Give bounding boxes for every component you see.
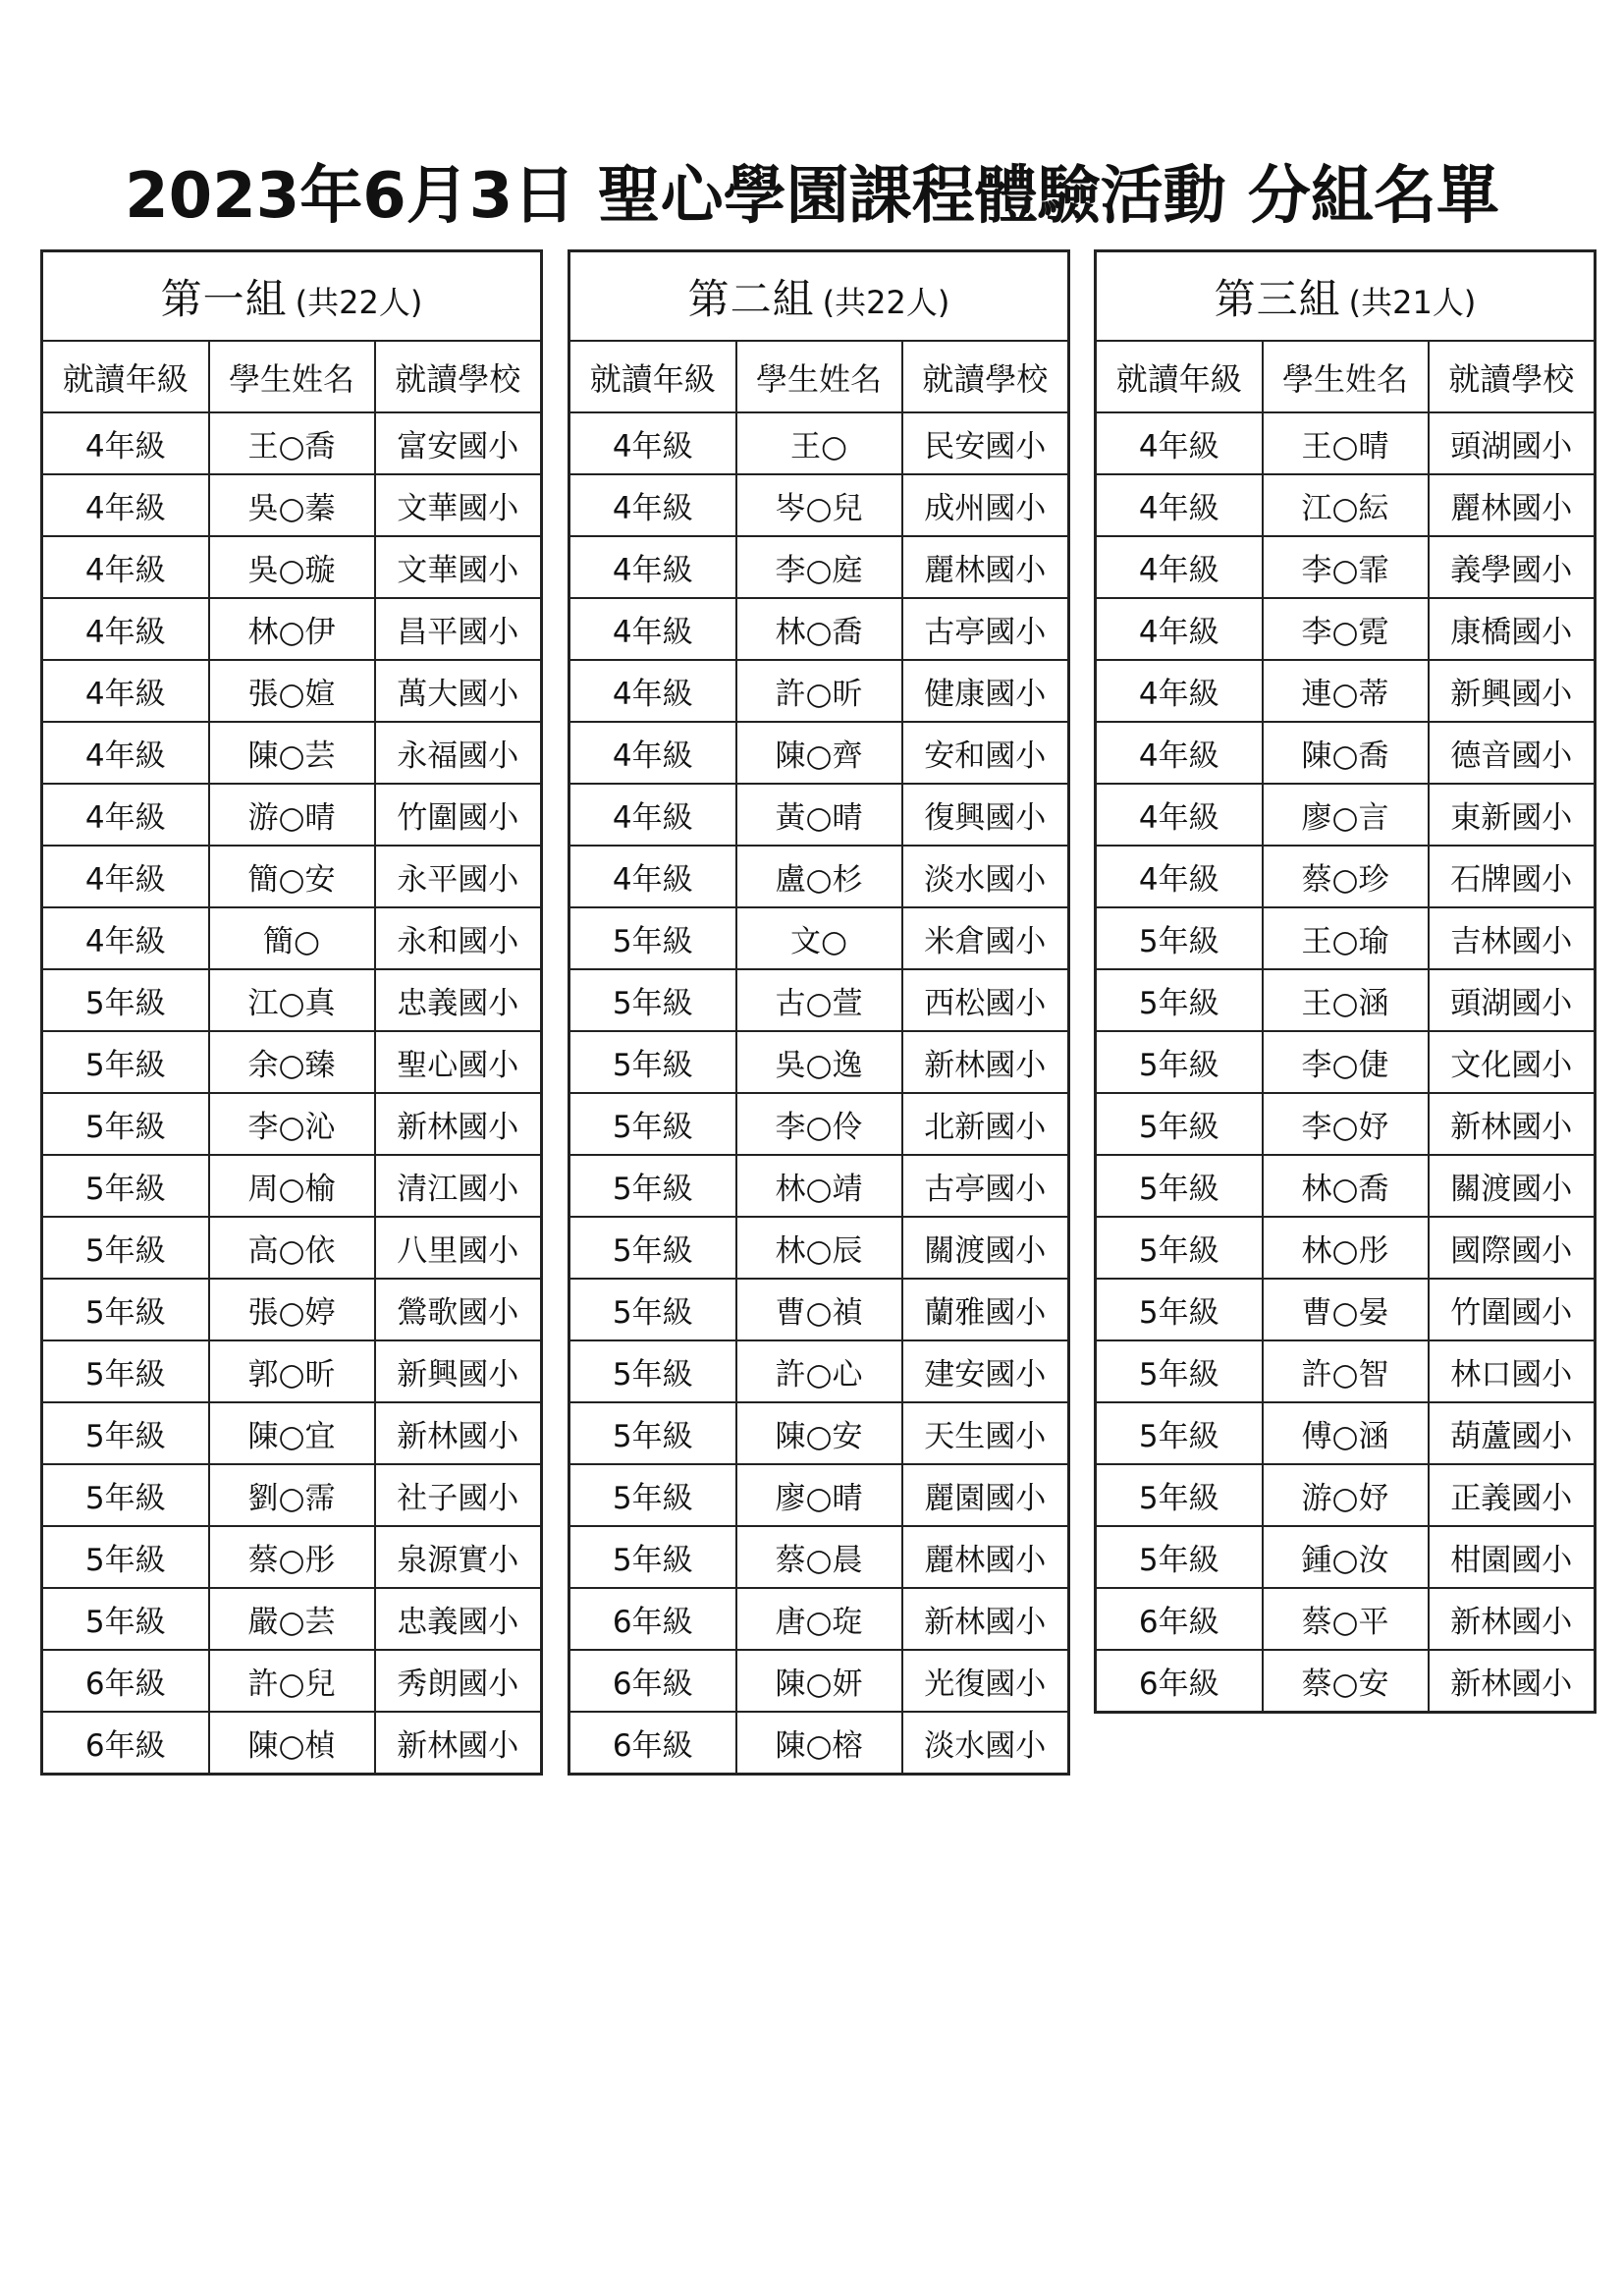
- table-row: [42, 536, 542, 598]
- cell-school: 天生國小: [902, 1402, 1069, 1464]
- table-row: [1096, 1279, 1596, 1340]
- group-name: 第二組: [687, 274, 815, 323]
- cell-grade: 4年級: [42, 784, 209, 846]
- table-row: [42, 1279, 542, 1340]
- table-row: [569, 907, 1069, 969]
- cell-school: 文華國小: [375, 474, 542, 536]
- cell-grade: 5年級: [42, 1464, 209, 1526]
- cell-school: 泉源實小: [375, 1526, 542, 1588]
- table-row: [42, 784, 542, 846]
- cell-student-name: 李○沁: [209, 1093, 375, 1155]
- cell-school: 關渡國小: [902, 1217, 1069, 1279]
- table-row: [42, 1588, 542, 1650]
- cell-school: 麗園國小: [902, 1464, 1069, 1526]
- cell-school: 新林國小: [1429, 1650, 1596, 1713]
- table-row: [1096, 1588, 1596, 1650]
- cell-student-name: 廖○言: [1263, 784, 1429, 846]
- table-row: [569, 1650, 1069, 1712]
- cell-school: 新林國小: [1429, 1588, 1596, 1650]
- cell-school: 林口國小: [1429, 1340, 1596, 1402]
- cell-school: 正義國小: [1429, 1464, 1596, 1526]
- cell-student-name: 陳○楨: [209, 1712, 375, 1775]
- cell-grade: 4年級: [42, 536, 209, 598]
- table-row: [42, 969, 542, 1031]
- cell-grade: 5年級: [1096, 1279, 1263, 1340]
- column-header-name: 學生姓名: [1263, 341, 1429, 412]
- cell-school: 柑園國小: [1429, 1526, 1596, 1588]
- cell-grade: 4年級: [569, 412, 736, 474]
- cell-grade: 5年級: [1096, 969, 1263, 1031]
- cell-student-name: 簡○安: [209, 846, 375, 907]
- cell-grade: 4年級: [1096, 536, 1263, 598]
- cell-school: 竹圍國小: [1429, 1279, 1596, 1340]
- cell-school: 北新國小: [902, 1093, 1069, 1155]
- table-row: [42, 474, 542, 536]
- table-row: [42, 907, 542, 969]
- cell-school: 文化國小: [1429, 1031, 1596, 1093]
- cell-student-name: 廖○晴: [736, 1464, 902, 1526]
- cell-school: 永和國小: [375, 907, 542, 969]
- table-row: [1096, 846, 1596, 907]
- cell-school: 民安國小: [902, 412, 1069, 474]
- group-table-1: [40, 249, 543, 1776]
- cell-school: 文華國小: [375, 536, 542, 598]
- cell-student-name: 黃○晴: [736, 784, 902, 846]
- cell-school: 淡水國小: [902, 846, 1069, 907]
- cell-school: 麗林國小: [902, 536, 1069, 598]
- group-count: (共22人): [295, 283, 423, 321]
- cell-student-name: 嚴○芸: [209, 1588, 375, 1650]
- cell-grade: 5年級: [42, 1340, 209, 1402]
- cell-school: 葫蘆國小: [1429, 1402, 1596, 1464]
- cell-grade: 4年級: [1096, 598, 1263, 660]
- table-row: [42, 1402, 542, 1464]
- cell-grade: 5年級: [42, 1526, 209, 1588]
- cell-student-name: 高○依: [209, 1217, 375, 1279]
- cell-student-name: 陳○喬: [1263, 722, 1429, 784]
- table-row: [1096, 536, 1596, 598]
- cell-grade: 5年級: [569, 1340, 736, 1402]
- cell-school: 東新國小: [1429, 784, 1596, 846]
- table-row: [1096, 1464, 1596, 1526]
- cell-student-name: 吳○璇: [209, 536, 375, 598]
- group-header: [1096, 251, 1596, 342]
- cell-student-name: 鍾○汝: [1263, 1526, 1429, 1588]
- table-row: [1096, 1031, 1596, 1093]
- cell-school: 永福國小: [375, 722, 542, 784]
- cell-student-name: 周○榆: [209, 1155, 375, 1217]
- table-row: [569, 598, 1069, 660]
- cell-school: 新林國小: [902, 1588, 1069, 1650]
- table-row: [1096, 660, 1596, 722]
- cell-school: 古亭國小: [902, 1155, 1069, 1217]
- cell-student-name: 古○萱: [736, 969, 902, 1031]
- cell-school: 秀朗國小: [375, 1650, 542, 1712]
- cell-school: 國際國小: [1429, 1217, 1596, 1279]
- cell-grade: 5年級: [1096, 1217, 1263, 1279]
- cell-grade: 5年級: [569, 1031, 736, 1093]
- cell-student-name: 傅○涵: [1263, 1402, 1429, 1464]
- cell-school: 清江國小: [375, 1155, 542, 1217]
- table-row: [569, 536, 1069, 598]
- table-row: [1096, 784, 1596, 846]
- cell-student-name: 吳○逸: [736, 1031, 902, 1093]
- cell-grade: 5年級: [569, 1093, 736, 1155]
- cell-student-name: 王○: [736, 412, 902, 474]
- cell-grade: 4年級: [42, 722, 209, 784]
- cell-school: 永平國小: [375, 846, 542, 907]
- table-row: [1096, 907, 1596, 969]
- cell-school: 德音國小: [1429, 722, 1596, 784]
- cell-grade: 5年級: [1096, 1402, 1263, 1464]
- cell-grade: 4年級: [1096, 722, 1263, 784]
- cell-student-name: 蔡○平: [1263, 1588, 1429, 1650]
- cell-student-name: 林○辰: [736, 1217, 902, 1279]
- cell-student-name: 王○晴: [1263, 412, 1429, 474]
- cell-grade: 5年級: [42, 1588, 209, 1650]
- cell-school: 昌平國小: [375, 598, 542, 660]
- cell-grade: 4年級: [42, 846, 209, 907]
- column-header-school: 就讀學校: [902, 341, 1069, 412]
- cell-student-name: 張○婷: [209, 1279, 375, 1340]
- group-table-2: [568, 249, 1070, 1776]
- table-row: [1096, 969, 1596, 1031]
- cell-student-name: 李○倢: [1263, 1031, 1429, 1093]
- cell-student-name: 許○昕: [736, 660, 902, 722]
- cell-grade: 6年級: [569, 1588, 736, 1650]
- cell-school: 西松國小: [902, 969, 1069, 1031]
- table-row: [569, 784, 1069, 846]
- cell-student-name: 林○彤: [1263, 1217, 1429, 1279]
- cell-school: 蘭雅國小: [902, 1279, 1069, 1340]
- cell-student-name: 許○心: [736, 1340, 902, 1402]
- cell-grade: 4年級: [42, 598, 209, 660]
- cell-grade: 5年級: [42, 1155, 209, 1217]
- cell-student-name: 江○紜: [1263, 474, 1429, 536]
- cell-grade: 4年級: [569, 722, 736, 784]
- table-row: [569, 1155, 1069, 1217]
- cell-grade: 5年級: [1096, 1093, 1263, 1155]
- cell-school: 新林國小: [375, 1402, 542, 1464]
- cell-school: 萬大國小: [375, 660, 542, 722]
- cell-school: 米倉國小: [902, 907, 1069, 969]
- cell-student-name: 蔡○珍: [1263, 846, 1429, 907]
- column-header-school: 就讀學校: [1429, 341, 1596, 412]
- table-row: [569, 1464, 1069, 1526]
- cell-grade: 4年級: [569, 660, 736, 722]
- table-row: [1096, 722, 1596, 784]
- cell-student-name: 陳○芸: [209, 722, 375, 784]
- cell-grade: 5年級: [569, 1402, 736, 1464]
- cell-school: 石牌國小: [1429, 846, 1596, 907]
- cell-student-name: 陳○安: [736, 1402, 902, 1464]
- group-header: [569, 251, 1069, 342]
- group-name: 第一組: [160, 274, 288, 323]
- table-row: [42, 1464, 542, 1526]
- cell-school: 吉林國小: [1429, 907, 1596, 969]
- group-table-3: [1094, 249, 1597, 1714]
- cell-student-name: 林○喬: [1263, 1155, 1429, 1217]
- column-header-school: 就讀學校: [375, 341, 542, 412]
- cell-school: 新林國小: [1429, 1093, 1596, 1155]
- cell-school: 關渡國小: [1429, 1155, 1596, 1217]
- cell-grade: 4年級: [42, 660, 209, 722]
- cell-student-name: 林○喬: [736, 598, 902, 660]
- cell-grade: 4年級: [569, 784, 736, 846]
- group-count: (共21人): [1348, 283, 1477, 321]
- cell-grade: 4年級: [42, 412, 209, 474]
- table-row: [569, 1217, 1069, 1279]
- cell-student-name: 蔡○安: [1263, 1650, 1429, 1713]
- cell-grade: 5年級: [569, 907, 736, 969]
- cell-student-name: 許○兒: [209, 1650, 375, 1712]
- cell-grade: 5年級: [1096, 1340, 1263, 1402]
- cell-student-name: 王○瑜: [1263, 907, 1429, 969]
- cell-student-name: 張○媗: [209, 660, 375, 722]
- cell-school: 頭湖國小: [1429, 969, 1596, 1031]
- cell-student-name: 曹○晏: [1263, 1279, 1429, 1340]
- cell-grade: 5年級: [569, 969, 736, 1031]
- cell-school: 安和國小: [902, 722, 1069, 784]
- table-row: [42, 1712, 542, 1775]
- cell-student-name: 蔡○彤: [209, 1526, 375, 1588]
- cell-grade: 4年級: [42, 907, 209, 969]
- table-row: [1096, 412, 1596, 474]
- table-row: [42, 1526, 542, 1588]
- table-row: [42, 1650, 542, 1712]
- column-header-name: 學生姓名: [209, 341, 375, 412]
- cell-grade: 5年級: [569, 1526, 736, 1588]
- column-header-grade: 就讀年級: [1096, 341, 1263, 412]
- column-header-grade: 就讀年級: [42, 341, 209, 412]
- cell-school: 頭湖國小: [1429, 412, 1596, 474]
- cell-school: 成州國小: [902, 474, 1069, 536]
- cell-school: 富安國小: [375, 412, 542, 474]
- page-title: 2023年6月3日 聖心學園課程體驗活動 分組名單: [125, 160, 1499, 233]
- cell-student-name: 游○妤: [1263, 1464, 1429, 1526]
- table-row: [569, 1279, 1069, 1340]
- cell-grade: 6年級: [1096, 1650, 1263, 1713]
- table-row: [1096, 1155, 1596, 1217]
- table-row: [569, 1402, 1069, 1464]
- table-row: [42, 846, 542, 907]
- table-row: [569, 474, 1069, 536]
- cell-school: 竹圍國小: [375, 784, 542, 846]
- table-row: [569, 660, 1069, 722]
- table-row: [42, 722, 542, 784]
- cell-grade: 5年級: [42, 1217, 209, 1279]
- table-row: [42, 1093, 542, 1155]
- cell-grade: 5年級: [42, 1402, 209, 1464]
- cell-grade: 5年級: [42, 1031, 209, 1093]
- group-header: [42, 251, 542, 342]
- cell-school: 新興國小: [375, 1340, 542, 1402]
- table-row: [42, 1217, 542, 1279]
- cell-school: 健康國小: [902, 660, 1069, 722]
- cell-grade: 4年級: [569, 474, 736, 536]
- cell-school: 麗林國小: [902, 1526, 1069, 1588]
- cell-grade: 5年級: [1096, 1526, 1263, 1588]
- table-row: [42, 660, 542, 722]
- cell-student-name: 王○涵: [1263, 969, 1429, 1031]
- cell-grade: 6年級: [1096, 1588, 1263, 1650]
- cell-student-name: 李○霓: [1263, 598, 1429, 660]
- cell-grade: 4年級: [1096, 660, 1263, 722]
- table-row: [569, 1340, 1069, 1402]
- table-row: [1096, 1402, 1596, 1464]
- cell-grade: 6年級: [42, 1712, 209, 1775]
- cell-student-name: 陳○齊: [736, 722, 902, 784]
- table-row: [1096, 598, 1596, 660]
- cell-grade: 4年級: [1096, 412, 1263, 474]
- cell-school: 忠義國小: [375, 969, 542, 1031]
- table-row: [569, 1712, 1069, 1775]
- cell-school: 建安國小: [902, 1340, 1069, 1402]
- cell-student-name: 王○喬: [209, 412, 375, 474]
- cell-student-name: 簡○: [209, 907, 375, 969]
- group-name: 第三組: [1214, 274, 1341, 323]
- cell-student-name: 岑○兒: [736, 474, 902, 536]
- table-row: [42, 1155, 542, 1217]
- cell-grade: 5年級: [1096, 907, 1263, 969]
- table-row: [569, 1526, 1069, 1588]
- cell-school: 淡水國小: [902, 1712, 1069, 1775]
- cell-student-name: 陳○榕: [736, 1712, 902, 1775]
- cell-student-name: 李○庭: [736, 536, 902, 598]
- cell-student-name: 林○伊: [209, 598, 375, 660]
- cell-student-name: 陳○妍: [736, 1650, 902, 1712]
- cell-grade: 4年級: [569, 598, 736, 660]
- cell-school: 社子國小: [375, 1464, 542, 1526]
- cell-school: 古亭國小: [902, 598, 1069, 660]
- cell-student-name: 連○蒂: [1263, 660, 1429, 722]
- cell-grade: 5年級: [569, 1155, 736, 1217]
- cell-school: 義學國小: [1429, 536, 1596, 598]
- cell-school: 新林國小: [375, 1093, 542, 1155]
- cell-student-name: 吳○蓁: [209, 474, 375, 536]
- cell-school: 麗林國小: [1429, 474, 1596, 536]
- cell-student-name: 文○: [736, 907, 902, 969]
- table-row: [42, 1031, 542, 1093]
- cell-student-name: 李○妤: [1263, 1093, 1429, 1155]
- cell-grade: 5年級: [42, 969, 209, 1031]
- table-row: [569, 1031, 1069, 1093]
- table-row: [1096, 1340, 1596, 1402]
- cell-school: 聖心國小: [375, 1031, 542, 1093]
- column-header-name: 學生姓名: [736, 341, 902, 412]
- table-row: [1096, 1650, 1596, 1713]
- cell-grade: 6年級: [42, 1650, 209, 1712]
- group-count: (共22人): [822, 283, 950, 321]
- cell-student-name: 許○智: [1263, 1340, 1429, 1402]
- table-row: [1096, 474, 1596, 536]
- table-row: [569, 722, 1069, 784]
- table-row: [42, 412, 542, 474]
- table-row: [42, 598, 542, 660]
- cell-grade: 5年級: [1096, 1031, 1263, 1093]
- cell-grade: 5年級: [1096, 1155, 1263, 1217]
- table-row: [569, 846, 1069, 907]
- cell-grade: 5年級: [1096, 1464, 1263, 1526]
- column-header-grade: 就讀年級: [569, 341, 736, 412]
- cell-grade: 5年級: [569, 1217, 736, 1279]
- cell-grade: 4年級: [1096, 784, 1263, 846]
- cell-student-name: 盧○杉: [736, 846, 902, 907]
- cell-school: 八里國小: [375, 1217, 542, 1279]
- cell-student-name: 李○伶: [736, 1093, 902, 1155]
- cell-school: 新興國小: [1429, 660, 1596, 722]
- cell-student-name: 江○真: [209, 969, 375, 1031]
- cell-school: 鶯歌國小: [375, 1279, 542, 1340]
- cell-student-name: 游○晴: [209, 784, 375, 846]
- table-row: [569, 1093, 1069, 1155]
- cell-student-name: 郭○昕: [209, 1340, 375, 1402]
- cell-school: 光復國小: [902, 1650, 1069, 1712]
- cell-school: 忠義國小: [375, 1588, 542, 1650]
- cell-student-name: 李○霏: [1263, 536, 1429, 598]
- cell-grade: 4年級: [569, 536, 736, 598]
- table-row: [42, 1340, 542, 1402]
- cell-student-name: 陳○宜: [209, 1402, 375, 1464]
- cell-school: 新林國小: [375, 1712, 542, 1775]
- cell-grade: 6年級: [569, 1650, 736, 1712]
- cell-school: 康橋國小: [1429, 598, 1596, 660]
- cell-grade: 4年級: [42, 474, 209, 536]
- cell-grade: 4年級: [1096, 474, 1263, 536]
- cell-student-name: 曹○禎: [736, 1279, 902, 1340]
- cell-grade: 5年級: [569, 1464, 736, 1526]
- cell-school: 新林國小: [902, 1031, 1069, 1093]
- table-row: [569, 412, 1069, 474]
- table-row: [1096, 1093, 1596, 1155]
- table-row: [569, 969, 1069, 1031]
- cell-school: 復興國小: [902, 784, 1069, 846]
- cell-student-name: 余○臻: [209, 1031, 375, 1093]
- cell-student-name: 唐○琁: [736, 1588, 902, 1650]
- cell-grade: 6年級: [569, 1712, 736, 1775]
- cell-student-name: 林○靖: [736, 1155, 902, 1217]
- table-row: [569, 1588, 1069, 1650]
- cell-grade: 4年級: [569, 846, 736, 907]
- cell-grade: 5年級: [569, 1279, 736, 1340]
- cell-grade: 5年級: [42, 1279, 209, 1340]
- table-row: [1096, 1217, 1596, 1279]
- cell-grade: 4年級: [1096, 846, 1263, 907]
- cell-student-name: 蔡○晨: [736, 1526, 902, 1588]
- table-row: [1096, 1526, 1596, 1588]
- cell-grade: 5年級: [42, 1093, 209, 1155]
- cell-student-name: 劉○霈: [209, 1464, 375, 1526]
